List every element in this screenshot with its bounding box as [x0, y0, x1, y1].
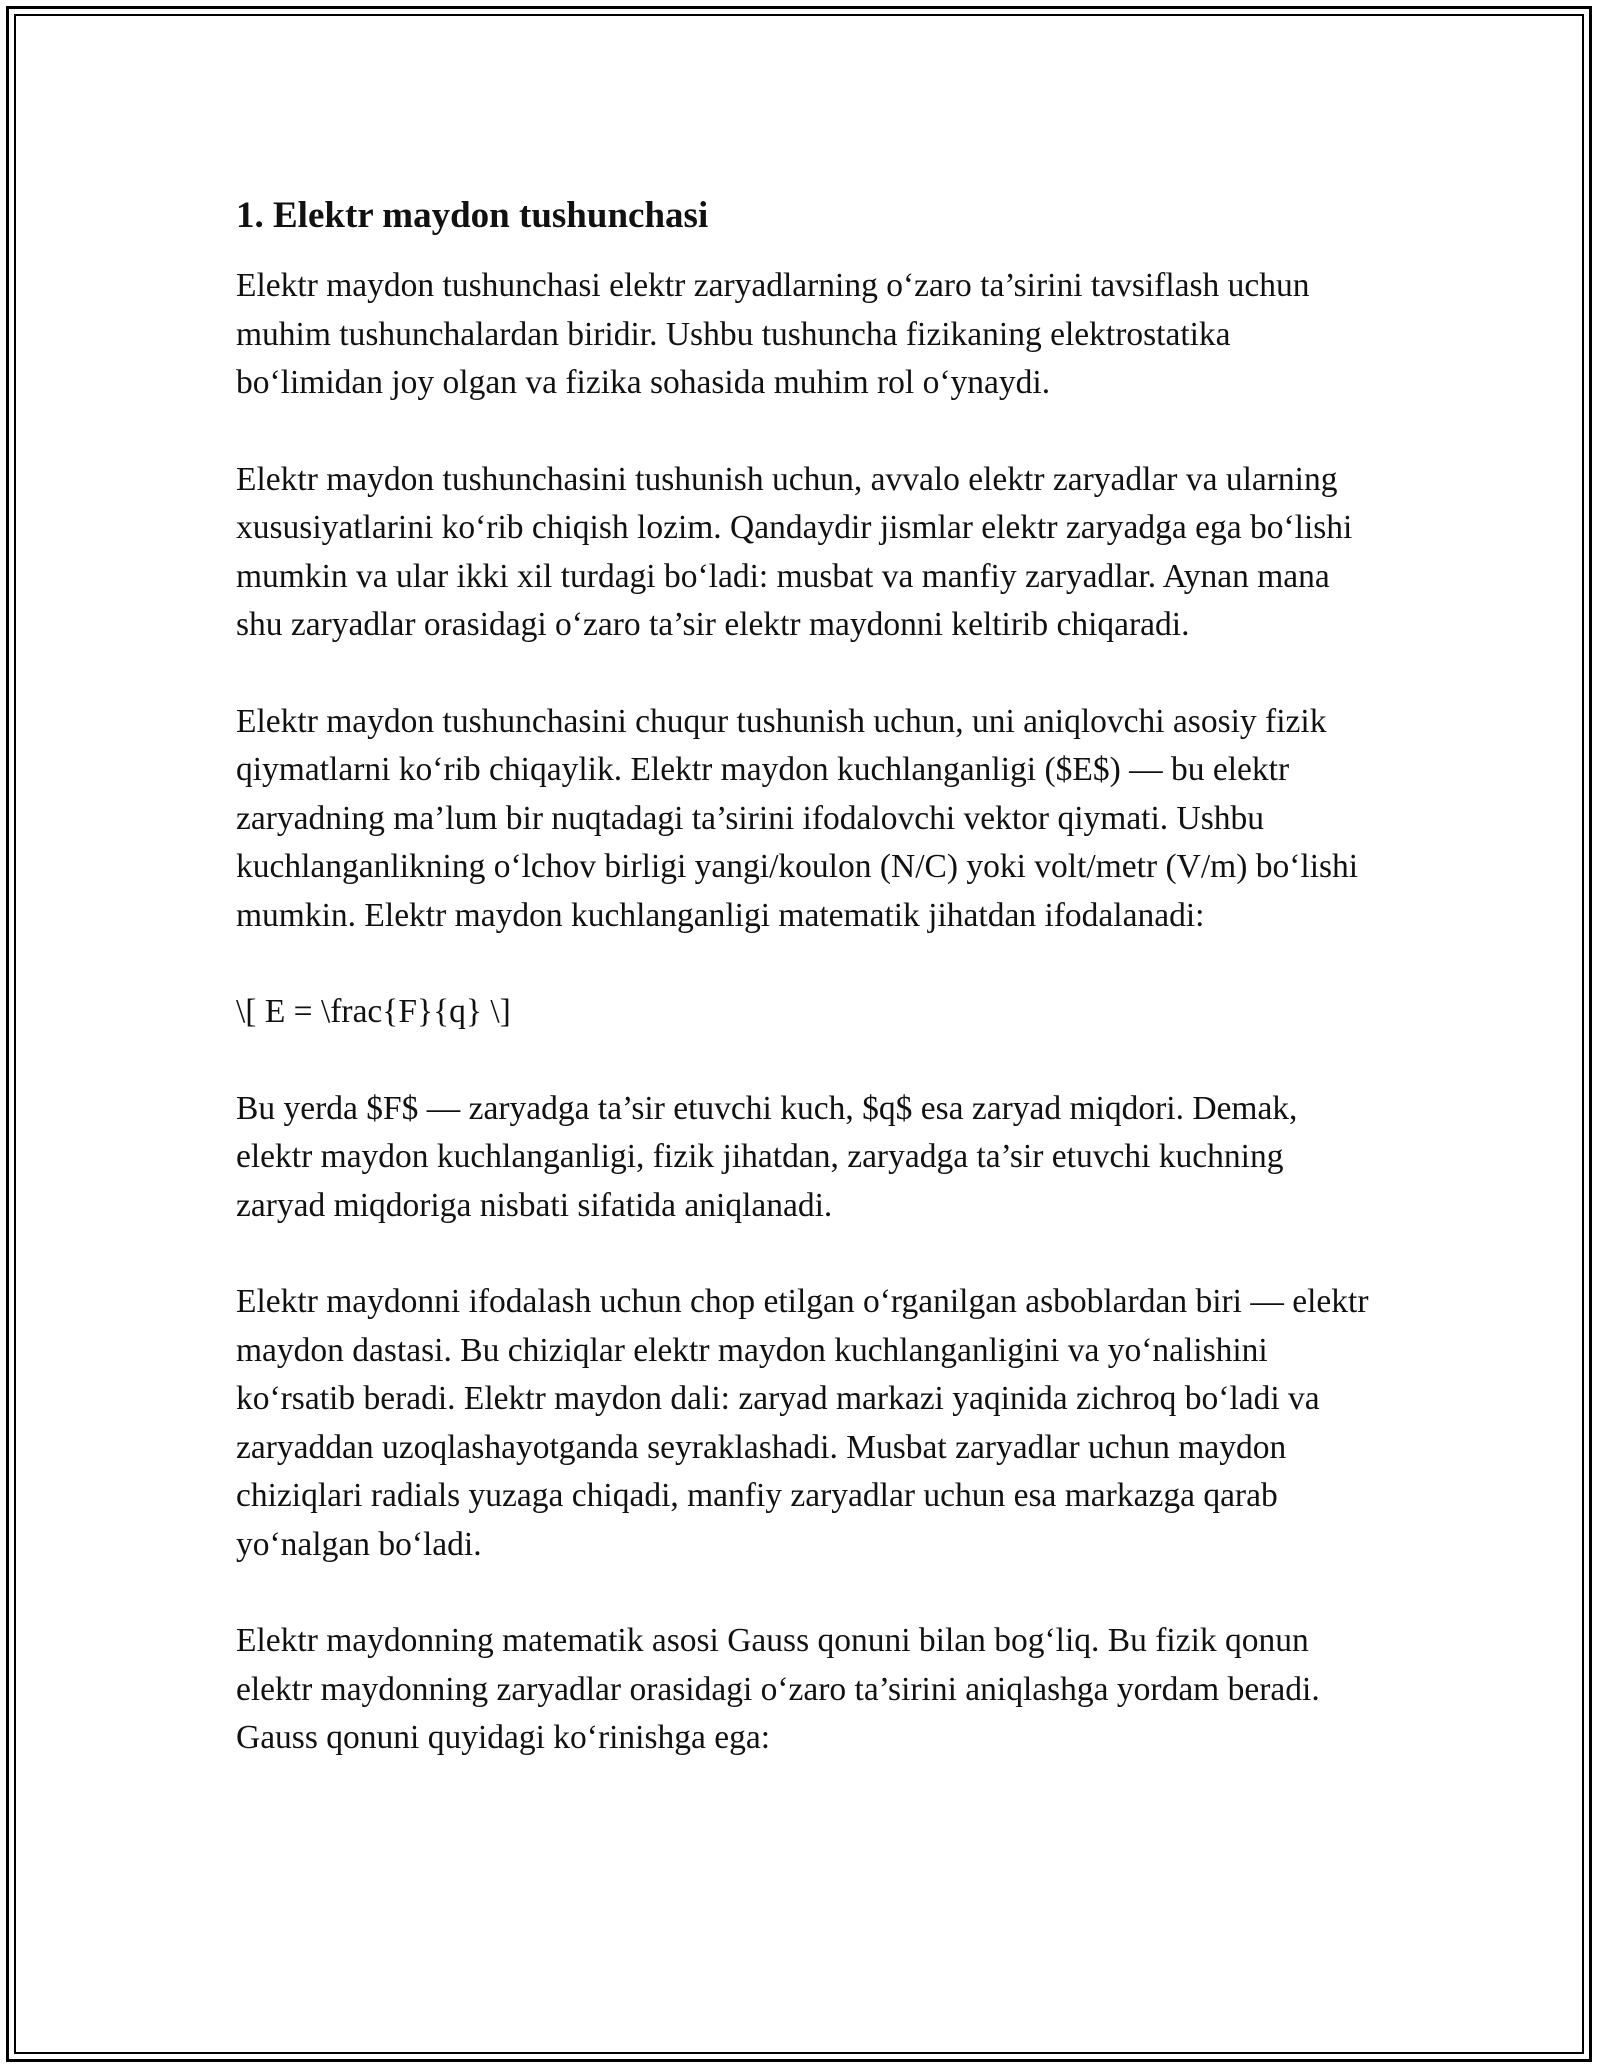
paragraph-3: Elektr maydon tushunchasini chuqur tushunish uchun, uni aniqlovchi asosiy fizik qiymatlarni ko‘rib chiqaylik. Elektr maydon kuchlanganligi ($E$) — bu elektr zaryadning ma’lum bir nuqtadagi ta’sirini ifodalovchi vektor qiymati. Ushbu kuchlanganlikning o‘lchov birligi yangi/koulon (N/C) yoki volt/metr (V/m) bo‘lishi mumkin. Elektr maydon kuchlanganligi matematik jihatdan ifodalanadi:: [236, 702, 1359, 934]
paragraph-6: Elektr maydonning matematik asosi Gauss qonuni bilan bog‘liq. Bu fizik qonun elektr maydonning zaryadlar orasidagi o‘zaro ta’sirini aniqlashga yordam beradi. Gauss qonuni quyidagi ko‘rinishga ega:: [236, 1622, 1320, 1756]
formula-line: \[ E = \frac{F}{q} \]: [236, 993, 511, 1030]
paragraph-1: Elektr maydon tushunchasi elektr zaryadlarning o‘zaro ta’sirini tavsiflash uchun muhim tushunchalardan biridir. Ushbu tushuncha fizikaning elektrostatika bo‘limidan joy olgan va fizika sohasida muhim rol o‘ynaydi.: [236, 267, 1310, 401]
paragraph-2: Elektr maydon tushunchasini tushunish uchun, avvalo elektr zaryadlar va ularning xususiyatlarini ko‘rib chiqish lozim. Qandaydir jismlar elektr zaryadga ega bo‘lishi mumkin va ular ikki xil turdagi bo‘ladi: musbat va manfiy zaryadlar. Aynan mana shu zaryadlar orasidagi o‘zaro ta’sir elektr maydonni keltirib chiqaradi.: [236, 460, 1353, 643]
document-body: [236, 180, 1371, 1811]
section-heading: 1. Elektr maydon tushunchasi: [236, 195, 709, 236]
paragraph-5: Elektr maydonni ifodalash uchun chop etilgan o‘rganilgan asboblardan biri — elektr maydon dastasi. Bu chiziqlar elektr maydon kuchlanganligini va yo‘nalishini ko‘rsatib beradi. Elektr maydon dali: zaryad markazi yaqinida zichroq bo‘ladi va zaryaddan uzoqlashayotganda seyraklashadi. Musbat zaryadlar uchun maydon chiziqlari radials yuzaga chiqadi, manfiy zaryadlar uchun esa markazga qarab yo‘nalgan bo‘ladi.: [236, 1283, 1369, 1563]
paragraph-4: Bu yerda $F$ — zaryadga ta’sir etuvchi kuch, $q$ esa zaryad miqdori. Demak, elektr maydon kuchlanganligi, fizik jihatdan, zaryadga ta’sir etuvchi kuchning zaryad miqdoriga nisbati sifatida aniqlanadi.: [236, 1089, 1298, 1224]
